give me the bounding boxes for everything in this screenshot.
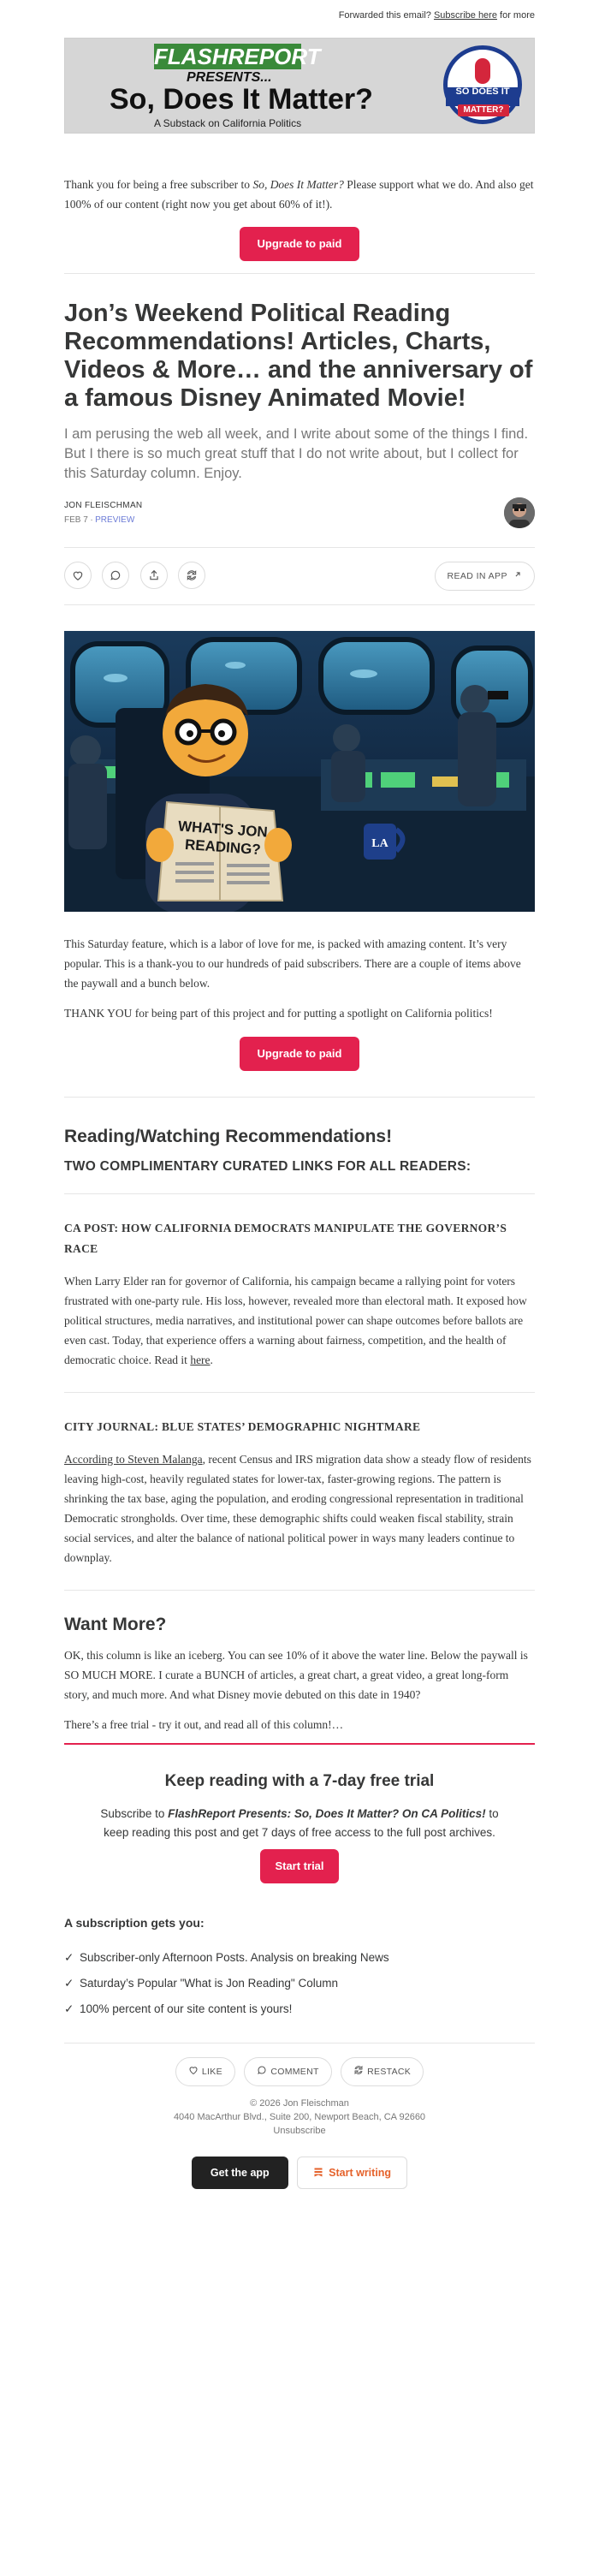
want-more-heading: Want More? (64, 1615, 167, 1634)
preview-label: PREVIEW (95, 515, 135, 525)
banner-presents: PRESENTS... (187, 70, 272, 85)
footer-actions (64, 2057, 535, 2086)
share-button[interactable] (140, 562, 168, 589)
body-paragraph-1: This Saturday feature, which is a labor of love for me, is packed with amazing content. It’s very popular. This is a thank-you to our hundreds of paid subscribers. There are a couple of items above the paywall and a bunch below. (64, 937, 521, 990)
start-trial-button[interactable]: Start trial (260, 1849, 339, 1883)
check-icon: ✓ (64, 1977, 74, 1990)
article2-text: According to Steven Malanga, recent Census and IRS migration data show a steady flow of residents leaving high-cost, heavily regulated states for lower-tax, faster-growing regions. The pattern is shrinking the tax base, aging the population, and eroding congressional representation in traditional Democratic strongholds. Over time, these demographic shifts could weaken fiscal stability, strain social services, and alter the balance of national political power in ways many leaders continue to downplay. (64, 1453, 531, 1564)
post-date-line (64, 515, 535, 525)
comment-icon (257, 2065, 267, 2075)
author-avatar[interactable] (504, 497, 535, 528)
footer-comment-button[interactable]: COMMENT (244, 2057, 331, 2086)
forwarded-text: Forwarded this email? (338, 10, 431, 21)
seal-top-text: SO DOES IT (446, 87, 519, 106)
flashreport-logo: FLASHREPORT (154, 44, 321, 69)
restack-button[interactable] (178, 562, 205, 589)
restack-icon (353, 2065, 364, 2075)
benefit-item: ✓ Saturday’s Popular "What is Jon Reading" Column (64, 1971, 535, 1996)
restack-icon (186, 569, 198, 581)
benefit-item: ✓ 100% percent of our site content is yours! (64, 1996, 535, 2022)
heart-icon (188, 2065, 199, 2075)
body-paragraph-2: THANK YOU for being part of this project and for putting a spotlight on California politics! (64, 1007, 493, 1020)
newspaper-headline-2: READING? (184, 836, 262, 859)
benefits-heading: A subscription gets you: (64, 1916, 205, 1930)
trial-heading: Keep reading with a 7-day free trial (164, 1772, 435, 1790)
upgrade-button-body[interactable]: Upgrade to paid (240, 1037, 359, 1071)
copyright: © 2026 Jon Fleischman (250, 2098, 349, 2109)
newspaper-headline-1: WHAT'S JON (177, 818, 269, 841)
comment-button[interactable] (102, 562, 129, 589)
upgrade-button-top[interactable]: Upgrade to paid (240, 227, 359, 261)
comment-icon (110, 569, 122, 581)
like-button[interactable] (64, 562, 92, 589)
hero-image[interactable] (64, 631, 535, 912)
post-date: FEB 7 (64, 515, 88, 525)
arrow-up-right-icon (513, 570, 522, 579)
heart-icon (72, 569, 84, 581)
get-app-button[interactable]: Get the app (192, 2157, 288, 2189)
article1-link[interactable]: here (190, 1353, 211, 1366)
byline (64, 501, 535, 533)
read-in-app-button[interactable]: READ IN APP (435, 562, 535, 591)
post-title: Jon’s Weekend Political Reading Recommendations! Articles, Charts, Videos & More… and the anniversary of a famous Disney Animated Movie! (64, 300, 533, 412)
date-separator: ∙ (90, 515, 93, 525)
author-name[interactable]: JON FLEISCHMAN (64, 501, 143, 510)
article1-text: When Larry Elder ran for governor of California, his campaign became a rallying point for voters frustrated with one-party rule. His loss, however, revealed more than electoral math. It exposed how political structures, media narratives, and institutional power can shape outcomes before ballots are even cast. Today, that experience offers a warning about fairness, competition, and the health of democratic choice. Read it here. (64, 1275, 527, 1366)
reco-subheading: TWO COMPLIMENTARY CURATED LINKS FOR ALL READERS: (64, 1159, 471, 1174)
check-icon: ✓ (64, 1951, 74, 1964)
reco-heading: Reading/Watching Recommendations! (64, 1127, 393, 1146)
want-more-paragraph: OK, this column is like an iceberg. You can see 10% of it above the water line. Below the paywall is SO MUCH MORE. I curate a BUNCH of articles, a great chart, a great video, a great long-form story, and much more. And what Disney movie debuted on this date in 1940? (64, 1649, 528, 1701)
forwarded-tail: for more (500, 10, 535, 21)
post-actions (64, 562, 535, 591)
article1-heading: CA POST: HOW CALIFORNIA DEMOCRATS MANIPULATE THE GOVERNOR’S RACE (64, 1222, 507, 1255)
publication-banner[interactable] (64, 38, 535, 134)
footer-restack-button[interactable]: RESTACK (341, 2057, 424, 2086)
check-icon: ✓ (64, 2002, 74, 2015)
banner-title: So, Does It Matter? (110, 83, 373, 116)
intro-text: Thank you for being a free subscriber to So, Does It Matter? Please support what we do. And also get 100% of our content (right now you get about 60% of it!). (64, 178, 534, 211)
podcast-seal-logo (443, 45, 522, 124)
address: 4040 MacArthur Blvd., Suite 200, Newport Beach, CA 92660 (173, 2112, 426, 2122)
trial-text: Subscribe to FlashReport Presents: So, Does It Matter? On CA Politics! to keep reading this post and get 7 days of free access to the full post archives. (100, 1807, 499, 1839)
unsubscribe-link[interactable]: Unsubscribe (273, 2126, 326, 2136)
banner-subtitle: A Substack on California Politics (154, 117, 302, 129)
share-icon (148, 569, 160, 581)
microphone-icon (475, 58, 490, 84)
article2-heading: CITY JOURNAL: BLUE STATES’ DEMOGRAPHIC NIGHTMARE (64, 1420, 421, 1433)
article2-link[interactable]: According to Steven Malanga (64, 1453, 203, 1466)
mug-logo: LA (371, 837, 388, 850)
substack-icon (313, 2167, 323, 2177)
forwarded-bar (64, 0, 535, 26)
subscribe-link[interactable]: Subscribe here (433, 10, 497, 21)
benefit-item: ✓ Subscriber-only Afternoon Posts. Analysis on breaking News (64, 1945, 535, 1971)
start-writing-button[interactable]: Start writing (297, 2157, 407, 2189)
seal-bottom-text: MATTER? (458, 104, 509, 116)
footer-like-button[interactable]: LIKE (175, 2057, 235, 2086)
free-trial-paragraph: There’s a free trial - try it out, and read all of this column!… (64, 1718, 344, 1731)
post-subtitle: I am perusing the web all week, and I write about some of the things I find. But I there is so much great stuff that I do not write about, but I collect for this Saturday column. Enjoy. (64, 426, 529, 481)
